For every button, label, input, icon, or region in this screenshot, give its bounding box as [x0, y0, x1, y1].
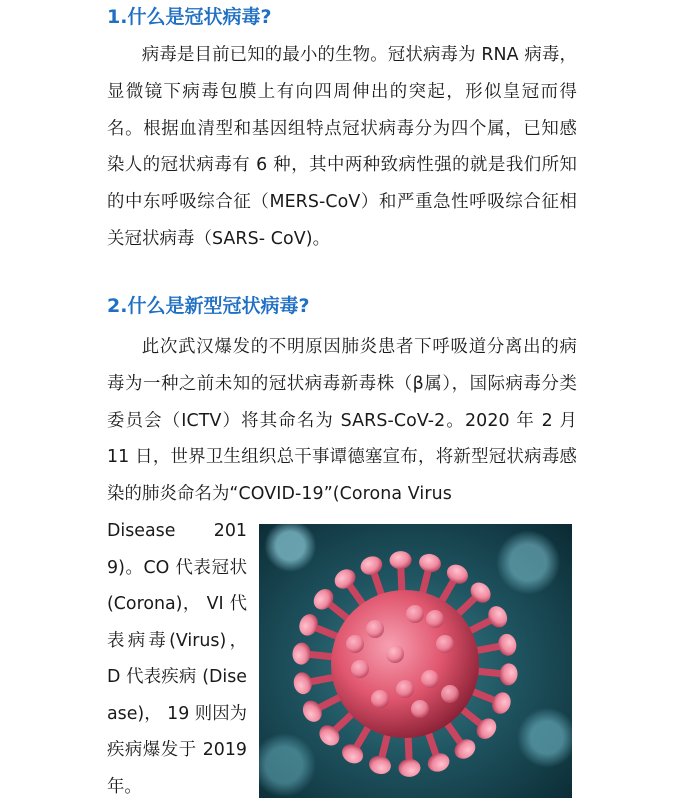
section-1-paragraph: 病毒是目前已知的最小的生物。冠状病毒为 RNA 病毒，显微镜下病毒包膜上有向四周伸出的突起，形似皇冠而得名。根据血清型和基因组特点冠状病毒分为四个属，已知感染人的冠状病毒有 6 种，其中两种致病性强的就是我们所知的中东呼吸综合征（MERS-CoV）和严重急性呼吸综合征相关冠状病毒（SARS- CoV)。 — [107, 45, 577, 249]
virus-spike-tip — [292, 671, 314, 696]
section-2-heading: 2.什么是新型冠状病毒? — [107, 295, 310, 317]
virus-surface-bump — [406, 605, 424, 623]
virus-spike-tip — [367, 754, 393, 777]
virus-spike-tip — [489, 690, 514, 717]
virus-spike-tip — [496, 632, 518, 657]
virus-spike-tip — [358, 553, 385, 577]
virus-surface-bump — [421, 670, 439, 688]
virus-surface-bump — [426, 610, 444, 628]
virus-surface-bump — [436, 635, 454, 653]
virus-surface-bump — [386, 645, 404, 663]
virus-surface-bump — [346, 635, 364, 653]
virus-spike-tip — [299, 697, 325, 725]
virus-spike-tip — [389, 551, 412, 570]
virus-surface-bump — [411, 700, 429, 718]
section-1-heading: 1.什么是冠状病毒? — [107, 6, 272, 28]
virus-surface-bump — [371, 690, 389, 708]
virus-spike-tip — [485, 603, 511, 631]
virus-surface-bump — [366, 620, 384, 638]
virus-surface-bump — [351, 660, 369, 678]
virus-spike-tip — [296, 611, 321, 638]
virus-spike-tip — [398, 758, 421, 777]
virus-spike-tip — [291, 642, 311, 666]
virus-spike-tip — [443, 561, 471, 588]
virus-surface-bump — [396, 680, 414, 698]
section-2-paragraph: 此次武汉爆发的不明原因肺炎患者下呼吸道分离出的病毒为一种之前未知的冠状病毒新毒株（β属），国际病毒分类委员会（ICTV）将其命名为 SARS-CoV-2。2020 年 2 月 11 日，世界卫生组织总干事谭德塞宣布，将新型冠状病毒感染的肺炎命名为“COVID-19”(Corona Virus — [107, 337, 577, 505]
coronavirus-image — [259, 524, 572, 798]
virus-spike-tip — [498, 663, 518, 687]
virus-spike-tip — [417, 552, 443, 575]
virus-spike-tip — [425, 750, 452, 774]
virus-surface-bump — [441, 685, 459, 703]
section-2-side-text: Disease 2019)。CO 代表冠状 (Corona)， VI 代表病毒(Virus)，D 代表疾病 (Disease)， 19 则因为疾病爆发于 2019 年。 — [107, 521, 247, 797]
virus-spike-tip — [339, 740, 367, 767]
coronavirus-illustration — [259, 524, 572, 798]
